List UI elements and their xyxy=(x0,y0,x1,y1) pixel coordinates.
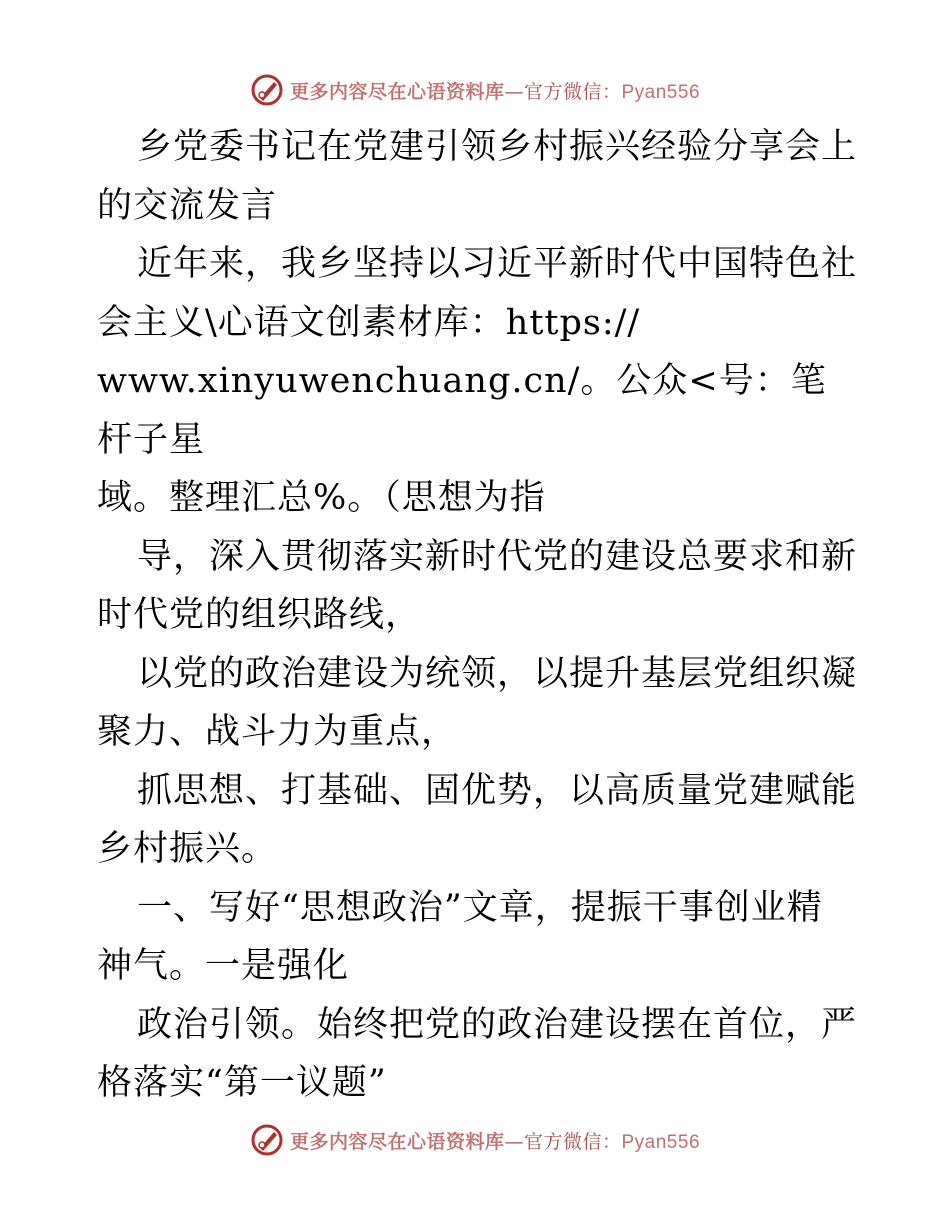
paragraph-empower: 抓思想、打基础、固优势，以高质量党建赋能乡村振兴。 xyxy=(97,770,858,869)
watermark-text xyxy=(290,77,700,104)
watermark-label: 官方微信： xyxy=(523,80,622,103)
watermark-brand: 更多内容尽在心语资料库 xyxy=(289,1130,505,1153)
watermark-label: 官方微信： xyxy=(523,1130,622,1153)
paragraph-intro: 近年来，我乡坚持以习近平新时代中国特色社会主义\心语文创素材库：https:// www.xinyuwenchuang.cn/。公众<号：笔杆子星 域。整理汇总%。（思想为指 xyxy=(97,244,858,518)
paragraph-political: 政治引领。始终把党的政治建设摆在首位，严格落实“第一议题” xyxy=(97,1004,858,1103)
paragraph-leadership: 以党的政治建设为统领，以提升基层党组织凝聚力、战斗力为重点， xyxy=(97,653,858,752)
watermark-separator: — xyxy=(504,1130,524,1153)
watermark-wechat-id: Pyan556 xyxy=(621,1131,701,1153)
watermark-separator: — xyxy=(504,80,524,103)
document-title: 乡党委书记在党建引领乡村振兴经验分享会上的交流发言 xyxy=(97,127,858,226)
pen-logo-icon xyxy=(250,1123,284,1157)
header-watermark xyxy=(0,70,950,110)
document-body xyxy=(97,118,857,1113)
watermark-text xyxy=(290,1127,700,1154)
section-heading-one: 一、写好“思想政治”文章，提振干事创业精神气。一是强化 xyxy=(97,887,823,986)
paragraph-guidance: 导，深入贯彻落实新时代党的建设总要求和新时代党的组织路线， xyxy=(97,536,858,635)
footer-watermark xyxy=(0,1120,950,1160)
watermark-wechat-id: Pyan556 xyxy=(621,81,701,103)
watermark-brand: 更多内容尽在心语资料库 xyxy=(289,80,505,103)
pen-logo-icon xyxy=(250,73,284,107)
